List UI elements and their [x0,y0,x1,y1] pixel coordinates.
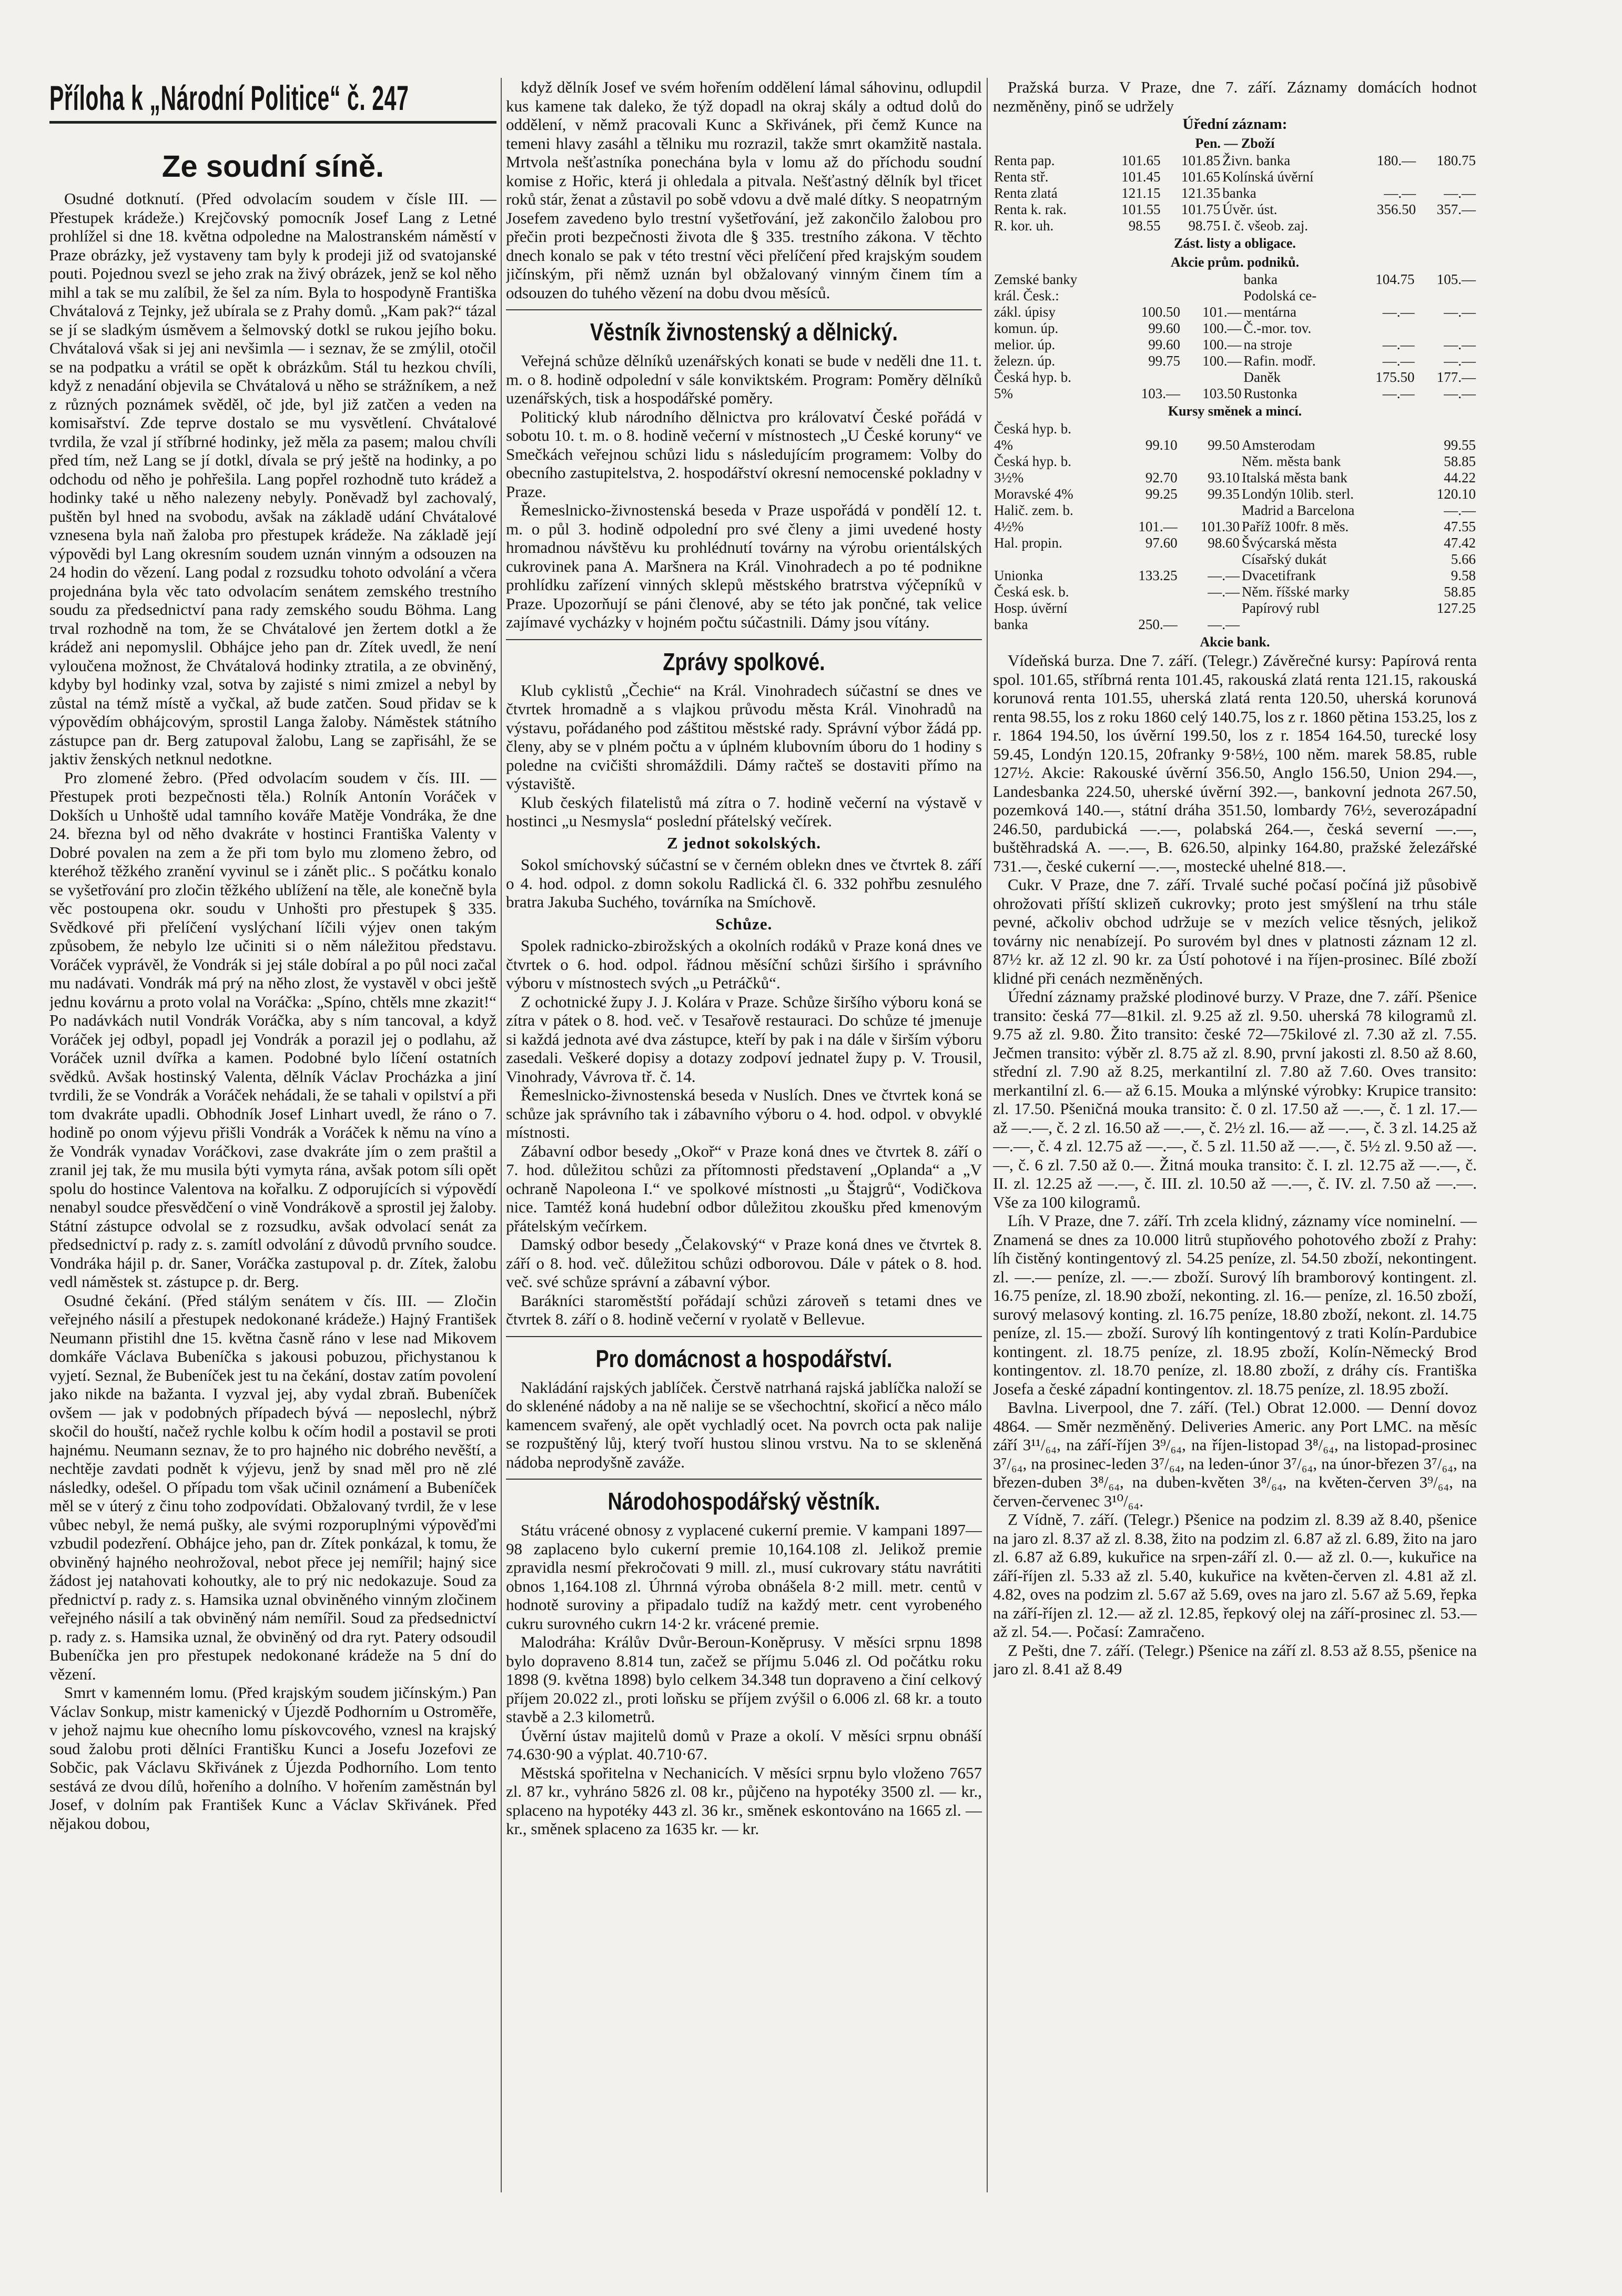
quote-row [993,271,1477,288]
quote-cell: 101.65 [1181,169,1221,185]
article-paragraph: Cukr. V Praze, dne 7. září. Trvalé suché počasí počíná již působivě ohrožovati příští sklizeň cukrovky; proto jest smýšlení na trhu stále pevné, ačkoliv obchod udržuje se v mezích velice těsných, jelikož továrny nic nenabízejí. Po surovém byl dnes v platnosti záznam 12 zl. 87½ kr. až 12 zl. 90 kr. za Ústí pohotové i na říjen-prosinec. Bílé zboží klidné při cenách nezměněných. [993,875,1477,987]
masthead [49,78,496,124]
quote-cell: Hal. propin. [994,534,1062,551]
quote-cell: Dvacetifrank [1242,567,1316,583]
quote-cell [1116,600,1178,616]
article-paragraph: Městská spořitelna v Nechanicích. V měsíci srpnu bylo vloženo 7657 zl. 87 kr., vyhráno 5826 zl. 08 kr., půjčeno na hypotéky 3500 zl. — kr., splaceno na hypotéky 443 zl. 36 kr., směnek eskontováno na 1665 zl. — kr., směnek splaceno za 1635 kr. — kr. [506,1763,982,1838]
quote-row [993,600,1477,616]
quote-cell: Česká esk. b. [994,583,1069,600]
section-heading: Věstník živnostenský a dělnický. [590,318,898,346]
section-heading: Pro domácnost a hospodářství. [595,1344,893,1372]
quote-cell [993,551,1116,568]
quote-row [993,369,1477,386]
quote-cell: Renta zlatá [994,185,1058,201]
article-paragraph: Z Pešti, dne 7. září. (Telegr.) Pšenice na září zl. 8.53 až 8.55, pšenice na jaro zl. 8.41 až 8.49 [993,1641,1477,1678]
article-paragraph: když dělník Josef ve svém hořením oddělení lámal sáhovinu, odlupdil kus kamene tak daleko, že týž dopadl na okraj skály a odtud dolů do oddělení, v němž pracovali Kunc a Skřivánek, při čemž Kunce na temeni hlavy zasáhl a tělniku mu rozrazil, takže smrt okamžitě nastala. Mrtvola nešťastníka ponechána byla v lomu až do příchodu soudní komise z Hořic, která ji ohledala a pitvala. Nešťastný dělník byl třicet roků stár, ženat a zůstavil po sobě vdovu a dvě malé dítky. S neopatrným Josefem zavedeno bylo trestní vyšetřování, jež zakončilo žalobou pro přečin proti bezpečnosti života dle § 335. trestního zákona. V těchto dnech konalo se pak v této trestní věci přelíčení před krajským soudem jičínským, při němž uznán byl obžalovaný vinným činem tím a odsouzen do tuhého vězení na dobu dvou měsíců. [506,78,982,302]
quote-cell: 356.50 [1376,201,1416,217]
quote-table-columns: Pen. — Zboží [1195,135,1275,151]
quote-cell: Unionka [994,567,1043,583]
quote-subheading: Zást. listy a obligace. [1174,236,1296,251]
section-rule [506,1336,982,1337]
quote-cell: 250.— [1138,616,1178,632]
quote-cell: 101.65 [1121,153,1161,168]
quote-cell [1417,218,1477,234]
quote-cell: Něm. města bank [1242,453,1341,469]
quote-cell: Česká hyp. b. [994,369,1071,385]
article-paragraph: Damský odbor besedy „Čelakovský“ v Praze koná dnes ve čtvrtek 8. září o 8. hod. več. důležitou schůzi odborovou. Dále v pátek o 8. hod. več. své schůze správní a zábavní výbor. [506,1235,982,1291]
quote-cell: —.— [1444,304,1476,320]
quote-cell: Švýcarská města [1242,534,1337,551]
quote-cell: na stroje [1243,337,1292,352]
quote-cell: 99.25 [1145,486,1178,502]
quote-cell: 100.50 [1141,304,1180,320]
article-paragraph: Malodráha: Králův Dvůr-Beroun-Koněprusy. V měsíci srpnu 1898 bylo dopraveno 8.814 tun, začež se příjmu 5.046 zl. Od počátku roku 1898 (9. května 1898) bylo celkem 34.348 tun dopraveno a činí celkový příjem 20.022 zl., proti loňsku se příjem zvýšil o 6.006 zl. 68 kr. a touto stavbě a 2.3 kilometrů. [506,1633,982,1726]
quote-cell: Paříž 100fr. 8 měs. [1242,518,1349,534]
quote-row [993,421,1477,437]
quote-cell [1354,288,1416,304]
quote-cell [1181,288,1243,304]
article-paragraph: Řemeslnicko-živnostenská beseda v Praze uspořádá v pondělí 12. t. m. o půl 3. hodině odpolední pro své členy a jimi uvedené hosty hromadnou návštěvu ku prohlédnutí továrny na výrobu orientálských cukrovinek pana A. Maršnera na Král. Vinohradech a po té podnikne prohlídku zařízení vinných sklepů městského bratrstva výčepníků v Praze. Upozorňují se páni členové, aby se této jak pončné, tak velice zajímavé vycházky v hojném počtu súčastnili. Dámy jsou vítány. [506,501,982,631]
quote-cell: —.— [1444,337,1476,352]
quote-cell: 92.70 [1145,469,1178,486]
quote-row [993,437,1477,453]
quote-subheading: Akcie bank. [1200,634,1270,650]
section-heading: Ze soudní síně. [161,149,384,184]
quote-cell: Renta stř. [994,169,1049,185]
article-paragraph: Osudné čekání. (Před stálým senátem v čís. III. — Zločin veřejného násilí a přestupek nedokonané krádeže.) Hajný František Neumann přistihl dne 15. května časně ráno v lese nad Mikovem domkáře Václava Bubeníčka s jakousi pobuzou, přichystanou k vyjetí. Seznal, že Bubeníček jest tu na čekání, dostav zatím povolení jako nikde na bažanta. I vyzval jej, aby vydal zbraň. Bubeníček ovšem — jak v podobných případech bývá — neposlechl, nýbrž skočil do houští, načež rychle kolbu k očím hodil a postavil se proti hajnému. Neumann seznav, že to pro hajného nic dobrého nevěští, a nechtěje zavdati podnět k výjevu, jenž by snad měl pro ně zlé následky, odešel. O případu tom však učinil oznámení a Bubeníček měl se v úterý z činu toho zodpovídati. Obžalovaný tvrdil, že v lese vůbec nebyl, že nemá pušky, ale svými rozporuplnými výpověďmi vzbudil podezření. Obhájce jeho, pan dr. Zítek ponkázal, k tomu, že obviněný hajného neohrožoval, nebot přece jej nemířil; hajný sice žádost jej natahovati kohoutky, ale to prý nic nedokazuje. Soud za přednictví p. rady z. s. Hamsika uznal obviněného vinným zločinem veřejného násilí a tak obviněný nám nemířil. Soud za předsednictví p. rady z. s. Hamsika uznal, že obviněný od dra ryt. Patery odsoudil Bubeníčka jen pro přestupek nedokonané krádeže na 5 dní do vězení. [49,1291,496,1683]
quote-cell [1415,288,1477,304]
quote-cell [1415,616,1477,633]
quote-cell: I. č. všeob. zaj. [1222,218,1308,234]
quote-cell [1181,369,1243,386]
article-paragraph: Líh. V Praze, dne 7. září. Trh zcela klidný, záznamy více nominelní. — Znamená se dnes za 10.000 litrů stupňového pohotového zboží z Prahy: líh čistěný kontingentový zl. 54.25 peníze, zl. 54.50 zboží, nekontingent. zl. —.— peníze, zl. —.— zboží. Surový líh bramborový kontingent. zl. 16.75 peníze, zl. 18.90 zboží, nekonting. zl. 16.— peníze, zl. 16.50 zboží, surový melasový konting. zl. 16.75 peníze, 18.80 zboží, nekont. zl. 14.75 peníze, zl. 15.— zboží. Surový líh kontingentový z trati Kolín-Pardubice kontingent. zl. 18.75 peníze, zl. 18.95 zboží, Kolín-Německý Brod kontingentov. zl. 18.70 peníze, zl. 18.80 zboží, z dráhy cís. Františka Josefa a české západní kontingentov. zl. 18.75 peníze, zl. 18.95 zboží. [993,1211,1477,1398]
article-paragraph: Klub českých filatelistů má zítra o 7. hodině večerní na výstavě v hostinci „u Nesmysla“ poslední přátelský večírek. [506,793,982,830]
quote-cell: 133.25 [1138,567,1178,583]
masthead-title: Příloha k „Národní Politice“ č. 247 [49,78,409,117]
quote-cell: 47.42 [1444,534,1476,551]
quote-cell: Italská města bank [1242,469,1347,486]
quote-cell: 101.75 [1181,201,1221,217]
quote-subheading: Kursy směnek a mincí. [1168,403,1302,419]
quote-row [993,551,1477,568]
quote-row [993,486,1477,502]
quote-cell: Podolská ce- [1243,288,1317,304]
quote-table-title: Úřední záznam: [1182,116,1288,133]
quote-cell: 103.— [1141,386,1180,401]
quote-cell [1116,551,1178,568]
quote-cell: 4½% [994,518,1024,534]
quote-row [993,218,1477,234]
column-divider [987,78,988,2192]
quote-cell: 98.60 [1208,534,1240,551]
quote-cell: 177.— [1436,369,1476,385]
quote-cell: 99.35 [1208,486,1240,502]
quote-cell: —.— [1382,386,1415,401]
article-paragraph: Řemeslnicko-živnostenská beseda v Nuslích. Dnes ve čtvrtek koná se schůze jak správního tak i zábavního výboru o 4. hod. odpol. v obvyklé místnosti. [506,1086,982,1141]
article-paragraph: Úřední záznamy pražské plodinové burzy. V Praze, dne 7. září. Pšenice transito: česká 77—81kil. zl. 9.25 až zl. 9.50. uherská 78 kilogramů zl. 9.75 až zl. 9.80. Žito transito: české 72—75kilové zl. 7.30 až zl. 7.55. Ječmen transito: výběr zl. 8.75 až zl. 8.90, první jakosti zl. 8.50 až 8.60, střední zl. 7.90 až 8.25, merkantilní zl. 7.80 až 7.60. Oves transito: merkantilní zl. 6.— až 6.15. Mouka a mlýnské výrobky: Krupice transito: zl. 17.50. Pšeničná mouka transito: č. 0 zl. 17.50 až —.—, č. 1 zl. 17.— až —.—, č. 2 zl. 16.50 až —.—, č. 2½ zl. 16.— až —.—, č. 3 zl. 14.25 až —.—, č. 4 zl. 12.75 až —.—, č. 5 zl. 11.50 až —.—, č. 5½ zl. 9.50 až —.—, č. 6 zl. 7.50 až 0.—. Žitná mouka transito: č. I. zl. 12.75 až —.—, č. II. zl. 12.25 až —.—, č. III. zl. 10.50 až —.—, č. IV. zl. 7.50 až —.—. Vše za 100 kilogramů. [993,987,1477,1211]
quote-cell: 47.55 [1444,518,1476,534]
quote-cell: Císařský dukát [1242,551,1327,567]
quote-cell: 100.— [1202,320,1242,336]
quote-cell: banka [1222,185,1256,201]
quote-cell: 101.— [1138,518,1178,534]
quote-cell: Č.-mor. tov. [1243,320,1312,336]
quote-row [993,470,1477,486]
quote-cell: 101.30 [1200,518,1240,534]
quote-cell: komun. úp. [994,320,1059,336]
quote-cell [1120,271,1181,288]
quote-cell: 58.85 [1444,453,1476,469]
quote-row [993,288,1477,304]
subsection-heading: Schůze. [715,914,773,933]
quote-cell: Papírový rubl [1242,600,1320,616]
article-paragraph: Barákníci staroměstští pořádají schůzi zároveň s tetami dnes ve čtvrtek 8. září o 8. hodině večerní v ryolatě v Bellevue. [506,1291,982,1328]
quote-cell: Renta k. rak. [994,201,1067,217]
quote-row [993,519,1477,535]
quote-cell: melior. úp. [994,337,1056,352]
quote-cell: Londýn 10lib. sterl. [1242,486,1354,502]
quote-cell: 9.58 [1451,567,1476,583]
quote-cell [1120,369,1181,386]
article-paragraph: Nakládání rajských jablíček. Čerstvě natrhaná rajská jablíčka naloží se do sklenéné nádoby a na ně nalije se se všechochtní, skořicí a něco málo kamencem svařený, ale opět vychladlý ocet. Na povrch octa pak nalije se rozpuštěný lůj, který tvoří hustou slinou vrstvu. Na to se skleněná nádoba neprodyšně zaváže. [506,1378,982,1471]
quote-cell [1354,320,1416,337]
quote-cell: Moravské 4% [994,486,1073,502]
quote-cell [1417,169,1477,185]
quote-cell [1179,551,1241,568]
quote-cell: 44.22 [1444,469,1476,486]
quote-cell [1241,421,1415,437]
quote-cell: 121.35 [1181,185,1221,201]
column-divider [501,78,502,2192]
article-paragraph: Úvěrní ústav majitelů domů v Praze a okolí. V měsíci srpnu obnáší 74.630·90 a výplat. 40.710·67. [506,1726,982,1763]
quote-cell: Hosp. úvěrní [994,600,1068,616]
quote-row [993,353,1477,369]
quote-cell: 5% [994,386,1013,401]
subsection-heading: Z jednot sokolských. [666,833,822,852]
quote-cell: —.— [1444,185,1476,201]
quote-cell: 5.66 [1451,551,1476,567]
article-paragraph: Politický klub národního dělnictva pro královatví České pořádá v sobotu 10. t. m. o 8. hodině večerní v místnostech „U České koruny“ ve Smečkách veřejnou schůzi lidu s následujícím programem: Volby do obecního zastupitelstva, 2. hospodářství okresní nemocenské pokladny v Praze. [506,407,982,501]
quote-row [993,169,1477,185]
article-paragraph: Sokol smíchovský súčastní se v černém oblekn dnes ve čtvrtek 8. září o 4. hod. odpol. z domn sokolu Radlická čl. 6. 332 pohřbu zesnulého bratra Jakuba Suchého, továrníka na Smíchově. [506,855,982,911]
article-paragraph: Z Vídně, 7. září. (Telegr.) Pšenice na podzim zl. 8.39 až 8.40, pšenice na jaro zl. 8.37 až zl. 8.38, žito na podzim zl. 6.87 až zl. 6.89, žito na jaro zl. 6.87 až 6.89, kukuřice na srpen-září zl. 0.— až zl. 0.—, kukuřice na září-říjen zl. 5.33 až zl. 5.40, kukuřice na květen-červen zl. 4.81 až zl. 4.82, oves na podzim zl. 5.67 až 5.69, oves na jaro zl. 5.67 až 5.69, řepka na září-říjen zl. 12.— až zl. 12.85, řepkový olej na září-prosinec zl. 53.— až zl. 54.—. Počasí: Zamračeno. [993,1510,1477,1641]
quote-cell [1120,288,1181,304]
quote-cell [1415,320,1477,337]
quote-cell: —.— [1382,353,1415,369]
quote-cell: zákl. úpisy [994,304,1056,320]
quote-cell: Daněk [1243,369,1281,385]
quote-cell: Renta pap. [994,153,1055,168]
quote-cell: —.— [1444,386,1476,401]
quote-cell: Česká hyp. b. [994,453,1071,469]
section-heading: Národohospodářský věstník. [607,1488,880,1515]
quote-cell: 58.85 [1444,583,1476,600]
quote-cell [1116,453,1178,470]
quote-cell [1415,421,1477,437]
article-paragraph: Spolek radnicko-zbirožských a okolních rodáků v Praze koná dnes ve čtvrtek o 6. hod. odpol. řádnou měsíční schůzi širšího i správního výboru v místnostech svých „u Petráčků“. [506,936,982,992]
quote-cell: 120.10 [1436,486,1476,502]
article-paragraph: Vídeňská burza. Dne 7. září. (Telegr.) Závěrečné kursy: Papírová renta spol. 101.65, stříbrná renta 101.45, rakouská zlatá renta 121.15, rakouská korunová renta 101.55, uherská zlatá renta 120.50, uherská korunová renta 98.55, los z roku 1860 celý 140.75, los z r. 1860 pětina 153.25, los z r. 1864 194.50, los úvěrní 199.50, los z r. 1854 164.50, turecké losy 59.45, Londýn 120.15, 20franky 9·58½, 100 něm. marek 58.85, ruble 127½. Akcie: Rakouské úvěrní 356.50, Anglo 156.50, Union 294.—, Landesbanka 224.50, uherské úvěrní 392.—, bankovní jednota 267.50, pozemková 140.—, státní dráha 351.50, lombardy 76½, severozápadní 246.50, pardubická —.—, polabská 264.—, česká severní —.—, buštěhradská A. —.—, B. 626.50, alpinky 164.80, pražské železářské 731.—, české cukerní —.—, mostecké uhelné 818.—. [993,651,1477,875]
quote-row [993,584,1477,600]
quote-cell: —.— [1382,304,1415,320]
quote-cell: —.— [1444,353,1476,369]
quote-cell: 121.15 [1121,185,1161,201]
quote-cell: 180.— [1376,153,1416,168]
quote-cell: Madrid a Barcelona [1242,502,1355,518]
article-paragraph: Bavlna. Liverpool, dne 7. září. (Tel.) Obrat 12.000. — Denní dovoz 4864. — Směr nezměněný. Deliveries Americ. any Port LMC. na měsíc září 3¹¹/₆₄, na září-říjen 3⁹/₆₄, na říjen-listopad 3⁸/₆₄, na listopad-prosinec 3⁷/₆₄, na prosinec-leden 3⁷/₆₄, na leden-únor 3⁷/₆₄, na únor-březen 3⁷/₆₄, na březen-duben 3⁸/₆₄, na duben-květen 3⁸/₆₄, na květen-červen 3⁹/₆₄, na červen-červenec 3¹⁰/₆₄. [993,1398,1477,1510]
quote-cell: Amsterodam [1242,437,1315,453]
article-paragraph: Klub cyklistů „Čechie“ na Král. Vinohradech súčastní se dnes ve čtvrtek hromadně a s vlajkou průvodu města Král. Vinohradů na výstavu, pořádaného pod záštitou městské rady. Správní výbor žádá pp. členy, aby se v plném počtu a v úplném klubovním úboru do 1 hodiny s poledne na cvičišti shromáždili. Dámy račteš se dostaviti přímo na výstaviště. [506,681,982,793]
quote-cell: Rafin. modř. [1243,353,1316,369]
quote-cell: 180.75 [1436,153,1476,168]
quote-cell: Kolínská úvěrní [1222,169,1314,185]
article-paragraph: Smrt v kamenném lomu. (Před krajským soudem jičínským.) Pan Václav Sonkup, mistr kamenický v Újezdě Podhorním u Ostroměře, v jehož najmu kue ohecního lomu pískovcového, vznesl na krajský soud žalobu proti dělníci Františku Kunci a Josefu Jozefovi ze Sobčic, pak Václavu Skřivánek z Újezda Podhorního. Lom tento sestává ze dvou dílů, hořeního a dolního. V hořením zaměstnán byl Josef, v dolním pak František Kunc a Václav Skřivánek. Před nějakou dobou, [49,1683,496,1833]
quote-cell: —.— [1384,185,1416,201]
quote-row [993,320,1477,337]
quote-cell: 99.60 [1148,337,1180,352]
quote-row [993,304,1477,320]
quote-cell: 104.75 [1375,271,1415,287]
article-paragraph: Z ochotnické župy J. J. Kolára v Praze. Schůze širšího výboru koná se zítra v pátek o 8. hod. več. v Tesařově restauraci. Do schůze té jmenuje si každá jednota avé dva zástupce, kteří by pak i na dále v širším výboru zasedali. Veškeré dopisy a dotazy zodpoví jednatel župy p. V. Trousil, Vinohrady, Vávrova tř. č. 14. [506,992,982,1086]
quote-cell: mentárna [1243,304,1296,320]
quote-cell [1241,616,1415,633]
quote-cell: 357.— [1436,201,1476,217]
article-paragraph: Veřejná schůze dělníků uzenářských konati se bude v neděli dne 11. t. m. o 8. hodině odpolední v sále konviktském. Program: Poměry dělníků uzenářských, tisk a hospodářské poměry. [506,351,982,407]
quote-row [993,502,1477,519]
quote-cell [1116,502,1178,519]
quote-table [993,421,1477,633]
quote-cell: 99.55 [1444,437,1476,453]
quote-row [993,201,1477,218]
quote-cell: —.— [1208,583,1240,600]
section-rule [506,1479,982,1480]
quote-cell: —.— [1444,502,1476,518]
quote-cell: banka [1243,271,1278,287]
quote-row [993,535,1477,551]
quote-cell: Rustonka [1243,386,1297,401]
quote-row [993,568,1477,584]
quote-cell: —.— [1208,567,1240,583]
quote-cell: Úvěr. úst. [1222,201,1278,217]
quote-row [993,453,1477,470]
quote-cell [1357,218,1417,234]
quote-cell: 101.55 [1121,201,1161,217]
quote-cell: 93.10 [1208,469,1240,486]
section-rule [506,309,982,310]
quote-cell: železn. úp. [994,353,1056,369]
quote-cell [1357,169,1417,185]
quote-cell [1179,453,1241,470]
quote-subheading: Akcie prům. podniků. [1170,254,1300,270]
quote-cell: 99.50 [1208,437,1240,453]
quote-cell: Něm. říšské marky [1242,583,1350,600]
quote-cell [1116,421,1178,437]
quote-cell: 99.60 [1148,320,1180,336]
quote-row [993,153,1477,169]
quote-cell: 97.60 [1145,534,1178,551]
quote-row [993,386,1477,402]
quote-cell: 98.55 [1128,218,1161,234]
section-rule [506,639,982,640]
quote-cell: 127.25 [1436,600,1476,616]
quote-cell: 100.— [1202,337,1242,352]
quote-cell [1179,502,1241,519]
quote-cell [1179,421,1241,437]
quote-table [993,153,1477,234]
quote-cell: Česká hyp. b. [994,420,1071,437]
masthead-rule [49,121,496,124]
article-paragraph: Zábavní odbor besedy „Okoř“ v Praze koná dnes ve čtvrtek 8. září o 7. hod. důležitou schůzi za přítomnosti představení „Oplanda“ a „V ochraně Napoleona I.“ ve spolkové místnosti „u Štajgrů“, Vodičkova nice. Tamtéž koná hudební odbor důležitou zkoušku před kmenovým přátelským večírkem. [506,1141,982,1235]
quote-cell: 175.50 [1375,369,1415,385]
quote-cell: 99.75 [1148,353,1180,369]
article-paragraph: Osudné dotknutí. (Před odvolacím soudem v čísle III. — Přestupek krádeže.) Krejčovský pomocník Josef Lang z Letné prohlížel si dne 18. května odpoledne na Malostranském náměstí v Praze obrázky, jež vystaveny tam byly k prodeji již od svatojanské pouti. Pojednou svezl se jeho zrak na živý obrázek, jenž se kol něho mihl a tak se mu zalíbil, že šel za ním. Byla to hospodyně Františka Chvátalová z Tejnky, jež ubírala se z Prahy domů. „Kam pak?“ tázal se jí se sladkým úsměvem a šelmovský dotkl se rukou jejího boku. Chvátalová však si jej ani nevšimla — i seznav, že se zmýlil, otočil se na podpatku a vrátil se opět k obrázkům. Stál tu hezkou chvíli, když z nenadání objevila se Chvátalová u něho se strážníkem, a než z různých poznámek svěděl, oč jde, byl již zatčen a veden na komisařství. Zde teprve dostalo se mu vysvětlení. Chvátalové tvrdila, že vzal jí stříbrné hodinky, jež měla za pasem; malou chvíli před tím, než Lang se jí dotkl, dívala se prý ještě na hodinky, a po odchodu od něho je pohřešila. Lang popřel rozhodně tuto krádež a hodinky také u něho nalezeny nebyly. Poněvadž byl zachovalý, puštěn byl hned na svobodu, avšak na základě udání Chvátalové vznesena byla naň žaloba pro přestupek krádeže. Na základě její výpovědi byl Lang okresním soudem uznán vinným a odsouzen na 24 hodin do vězení. Lang podal z rozsudku tohoto odvolání a včera projednána byla věc tato odvolacím senátem zemského trestního soudu za předsednictví pana rady zemského soudu Böhma. Lang trval rozhodně na tom, že se Chvátalové jen žertem dotkl a že krádež ani nepomyslil. Obhájce jeho pan dr. Zítek uvedl, že není vyloučena možnost, že Chvátalová hodinky ztratila, a ze obviněný, kdyby byl hodinky vzal, sotva by zajisté s nimi zmizel a nebyl by zůstal na témž místě a vyčkal, až bude zatčen. Soud přidav se k výpovědím obhájcovým, sprostil Langa žaloby. Náměstek státního zástupce pan dr. Berg zatupoval žalobu, Lang se zapřisáhl, že se jaktiv ženských netknul nedotkne. [49,189,496,768]
quote-cell: —.— [1382,337,1415,352]
article-paragraph: Pražská burza. V Praze, dne 7. září. Záznamy domácích hodnot nezměněny, pinő se udržely [993,78,1477,115]
quote-row [993,185,1477,201]
quote-cell: R. kor. uh. [994,218,1054,234]
quote-row [993,337,1477,353]
quote-row [993,616,1477,633]
quote-cell [1116,584,1178,600]
quote-cell: banka [994,616,1028,632]
quote-cell: 101.— [1202,304,1242,320]
quote-cell: Zemské banky [994,271,1078,287]
quote-cell: 101.85 [1181,153,1221,168]
column-2 [506,78,982,1838]
quote-cell: král. Česk.: [994,288,1059,304]
quote-cell: 99.10 [1145,437,1178,453]
quote-cell: —.— [1208,616,1240,632]
column-1 [49,142,496,1833]
quote-cell: 4% [994,437,1013,453]
quote-cell: 98.75 [1188,218,1221,234]
quote-cell: Živn. banka [1222,153,1291,168]
article-paragraph: Státu vrácené obnosy z vyplacené cukerní premie. V kampani 1897—98 zaplaceno bylo cukerní premie 10,164.108 zl. Jelikož premie zpravidla nesmí překročovati 9 mill. zl., musí cukrovary státu navrátiti obnos 1,164.108 zl. Úhrnná výroba obnášela 8·2 mill. metr. centů v hodnotě suroviny a připadalo tudíž na každý metr. cent vyrobeného cukru surovného cukrn 14·2 kr. vrácené premie. [506,1521,982,1633]
article-paragraph: Pro zlomené žebro. (Před odvolacím soudem v čís. III. — Přestupek proti bezpečnosti těla.) Rolník Antonín Voráček v Dokších u Unhoště udal tamního kováře Matěje Vondráka, že dne 24. března byl od něho dvakráte v hostinci Františka Valenty v Dobré povalen na zem a že při tom bylo mu zlomeno žebro, od kteréhož těžkého zranění vyvinul se i zánět plic.. S počátku konalo se vyšetřování pro zločin těžkého ublížení na těle, ale konečně byla věc postoupena okr. soudu v Unhošti pro přestupek § 335. Svědkové při přelíčení vyslýchaní líčili výjev onen takým způsobem, že nebylo lze učiniti si o něm náležitou představu. Voráček vyprávěl, že Vondrák si jej stále dobíral a po půl noci začal mu nadávati. Vondrák má prý na něho zlost, že vystavěl v obci ještě jednu kovárnu a proto volal na Voráčka: „Spíno, chtěls mne zkazit!“ Po nadávkách nutil Vondrák Voráčka, aby s ním tancoval, a když Voráček jej odbyl, popadl jej Vondrák a porazil jej o podlahu, až Voráček uznil dvířka a kamen. Podobné bylo líčení ostatních svědků. Avšak hostinský Valenta, dělník Václav Procházka a jiní tvrdili, že se Vondrák a Voráček nehádali, že se tahali v opilství a při tom dvakráte upadli. Obhodník Josef Linhart uvedl, že ráno o 7. hodině po onom výjevu přišli Vondrák a Voráček k němu na víno a že Vondrák vynadav Voráčkovi, zase dvakráte jím o zem praštil a zranil jej tak, že mu musila býti vymyta rána, avšak potom síli opět spolu do hostince Valentova na kořalku. Z odporujících si výpovědí nenabyl soudce přesvědčení o vině Vondrákově a sprostil jej žaloby. Státní zástupce odvolal se z rozsudku, avšak odvolací senát za předsednictví p. rady z. s. zamítl odvolání z důvodů prvního soudce. Vondráka hájil p. dr. Saner, Voráčka zastupoval p. dr. Zítek, žalobu vedl náměstek st. zástupce p. dr. Berg. [49,768,496,1291]
column-3 [993,78,1477,1678]
quote-cell: 3½% [994,469,1024,486]
quote-cell [1181,271,1243,288]
quote-table [993,271,1477,402]
quote-cell: Halič. zem. b. [994,502,1073,518]
section-heading: Zprávy spolkové. [663,648,825,675]
quote-cell: 101.45 [1121,169,1161,185]
quote-cell [1179,600,1241,616]
quote-cell: 103.50 [1202,386,1242,401]
quote-cell: 100.— [1202,353,1242,369]
quote-cell: 105.— [1436,271,1476,287]
